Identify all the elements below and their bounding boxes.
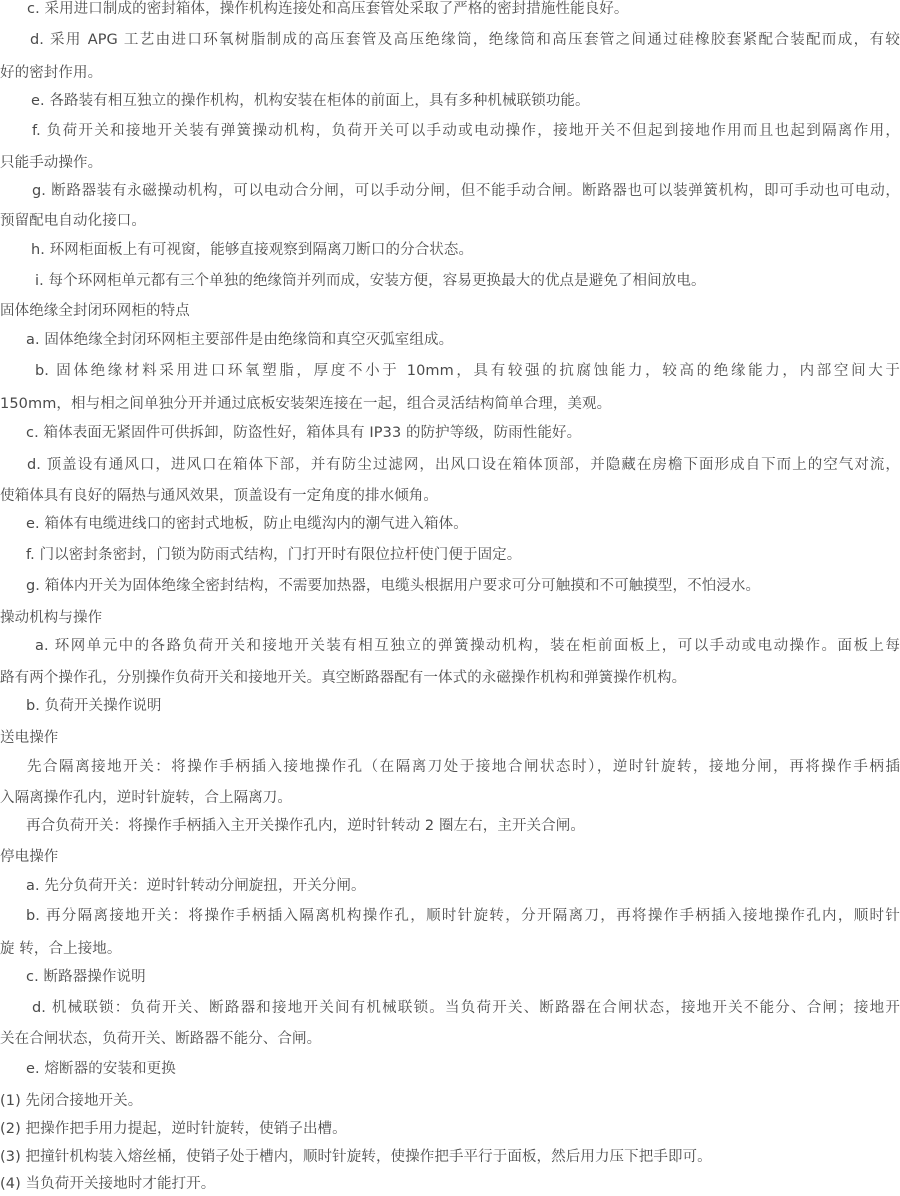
paragraph-line: f. 负荷开关和接地开关装有弹簧操动机构，负荷开关可以手动或电动操作，接地开关不但起到接地作用而且也起到隔离作用， bbox=[32, 123, 900, 139]
paragraph-line: d. 顶盖设有通风口，进风口在箱体下部，并有防尘过滤网，出风口设在箱体顶部，并隐藏在房檐下面形成自下而上的空气对流， bbox=[27, 457, 900, 473]
paragraph-line: b. 固体绝缘材料采用进口环氧塑脂，厚度不小于 10mm，具有较强的抗腐蚀能力，较高的绝缘能力，内部空间大于 bbox=[35, 363, 900, 379]
paragraph-line: c. 断路器操作说明 bbox=[26, 969, 146, 985]
paragraph-line: c. 采用进口制成的密封箱体，操作机构连接处和高压套管处采取了严格的密封措施性能良好。 bbox=[27, 1, 629, 17]
section-heading: 操动机构与操作 bbox=[0, 610, 103, 626]
section-heading: 送电操作 bbox=[0, 730, 59, 746]
paragraph-line: 关在合闸状态，负荷开关、断路器不能分、合闸。 bbox=[0, 1031, 322, 1047]
paragraph-line: g. 断路器装有永磁操动机构，可以电动合分闸，可以手动分闸，但不能手动合闸。断路器也可以装弹簧机构，即可手动也可电动， bbox=[32, 183, 900, 199]
list-item: (1) 先闭合接地开关。 bbox=[0, 1093, 143, 1109]
paragraph-line: h. 环网柜面板上有可视窗，能够直接观察到隔离刀断口的分合状态。 bbox=[31, 242, 474, 258]
paragraph-line: a. 固体绝缘全封闭环网柜主要部件是由绝缘筒和真空灭弧室组成。 bbox=[26, 332, 454, 348]
section-heading: 固体绝缘全封闭环网柜的特点 bbox=[0, 303, 190, 319]
paragraph-line: 150mm，相与相之间单独分开并通过底板安装架连接在一起，组合灵活结构简单合理，美观。 bbox=[0, 396, 612, 412]
paragraph-line: 预留配电自动化接口。 bbox=[0, 213, 146, 229]
paragraph-line: a. 环网单元中的各路负荷开关和接地开关装有相互独立的弹簧操动机构，装在柜前面板上，可以手动或电动操作。面板上每 bbox=[35, 638, 900, 654]
paragraph-line: e. 各路装有相互独立的操作机构，机构安装在柜体的前面上，具有多种机械联锁功能。 bbox=[31, 93, 590, 109]
paragraph-line: 入隔离操作孔内，逆时针旋转，合上隔离刀。 bbox=[0, 790, 292, 806]
list-item: (3) 把撞针机构装入熔丝桶，使销子处于槽内，顺时针旋转，使操作把手平行于面板，然后用力压下把手即可。 bbox=[0, 1149, 712, 1165]
paragraph-line: 只能手动操作。 bbox=[0, 155, 103, 171]
list-item: (4) 当负荷开关接地时才能打开。 bbox=[0, 1176, 216, 1192]
paragraph-line: a. 先分负荷开关：逆时针转动分闸旋扭，开关分闸。 bbox=[26, 878, 366, 894]
list-item: (2) 把操作把手用力提起，逆时针旋转，使销子出槽。 bbox=[0, 1121, 347, 1137]
paragraph-line: g. 箱体内开关为固体绝缘全密封结构，不需要加热器，电缆头根据用户要求可分可触摸和不可触摸型，不怕浸水。 bbox=[26, 578, 761, 594]
paragraph-line: c. 箱体表面无紧固件可供拆卸，防盗性好，箱体具有 IP33 的防护等级，防雨性能好。 bbox=[26, 425, 582, 441]
paragraph-line: 好的密封作用。 bbox=[0, 65, 103, 81]
paragraph-line: i. 每个环网柜单元都有三个单独的绝缘筒并列而成，安装方便，容易更换最大的优点是避免了相间放电。 bbox=[35, 273, 706, 289]
paragraph-line: 使箱体具有良好的隔热与通风效果，顶盖设有一定角度的排水倾角。 bbox=[0, 488, 438, 504]
paragraph-line: b. 负荷开关操作说明 bbox=[26, 698, 162, 714]
paragraph-line: 先合隔离接地开关：将操作手柄插入接地操作孔（在隔离刀处于接地合闸状态时），逆时针旋转，接地分闸，再将操作手柄插 bbox=[27, 759, 900, 775]
paragraph-line: 旋 转，合上接地。 bbox=[0, 941, 122, 957]
paragraph-line: e. 箱体有电缆进线口的密封式地板，防止电缆沟内的潮气进入箱体。 bbox=[26, 516, 468, 532]
section-heading: 停电操作 bbox=[0, 849, 59, 865]
paragraph-line: d. 采用 APG 工艺由进口环氧树脂制成的高压套管及高压绝缘筒，绝缘筒和高压套管之间通过硅橡胶套紧配合装配而成，有较 bbox=[30, 32, 900, 48]
paragraph-line: b. 再分隔离接地开关：将操作手柄插入隔离机构操作孔，顺时针旋转，分开隔离刀，再将操作手柄插入接地操作孔内，顺时针 bbox=[26, 908, 900, 924]
paragraph-line: e. 熔断器的安装和更换 bbox=[26, 1061, 176, 1077]
paragraph-line: 路有两个操作孔，分别操作负荷开关和接地开关。真空断路器配有一体式的永磁操作机构和弹簧操作机构。 bbox=[0, 670, 687, 686]
paragraph-line: 再合负荷开关：将操作手柄插入主开关操作孔内，逆时针转动 2 圈左右，主开关合闸。 bbox=[26, 818, 585, 834]
paragraph-line: f. 门以密封条密封，门锁为防雨式结构，门打开时有限位拉杆使门便于固定。 bbox=[26, 547, 522, 563]
paragraph-line: d. 机械联锁：负荷开关、断路器和接地开关间有机械联锁。当负荷开关、断路器在合闸状态，接地开关不能分、合闸；接地开 bbox=[32, 1000, 900, 1016]
